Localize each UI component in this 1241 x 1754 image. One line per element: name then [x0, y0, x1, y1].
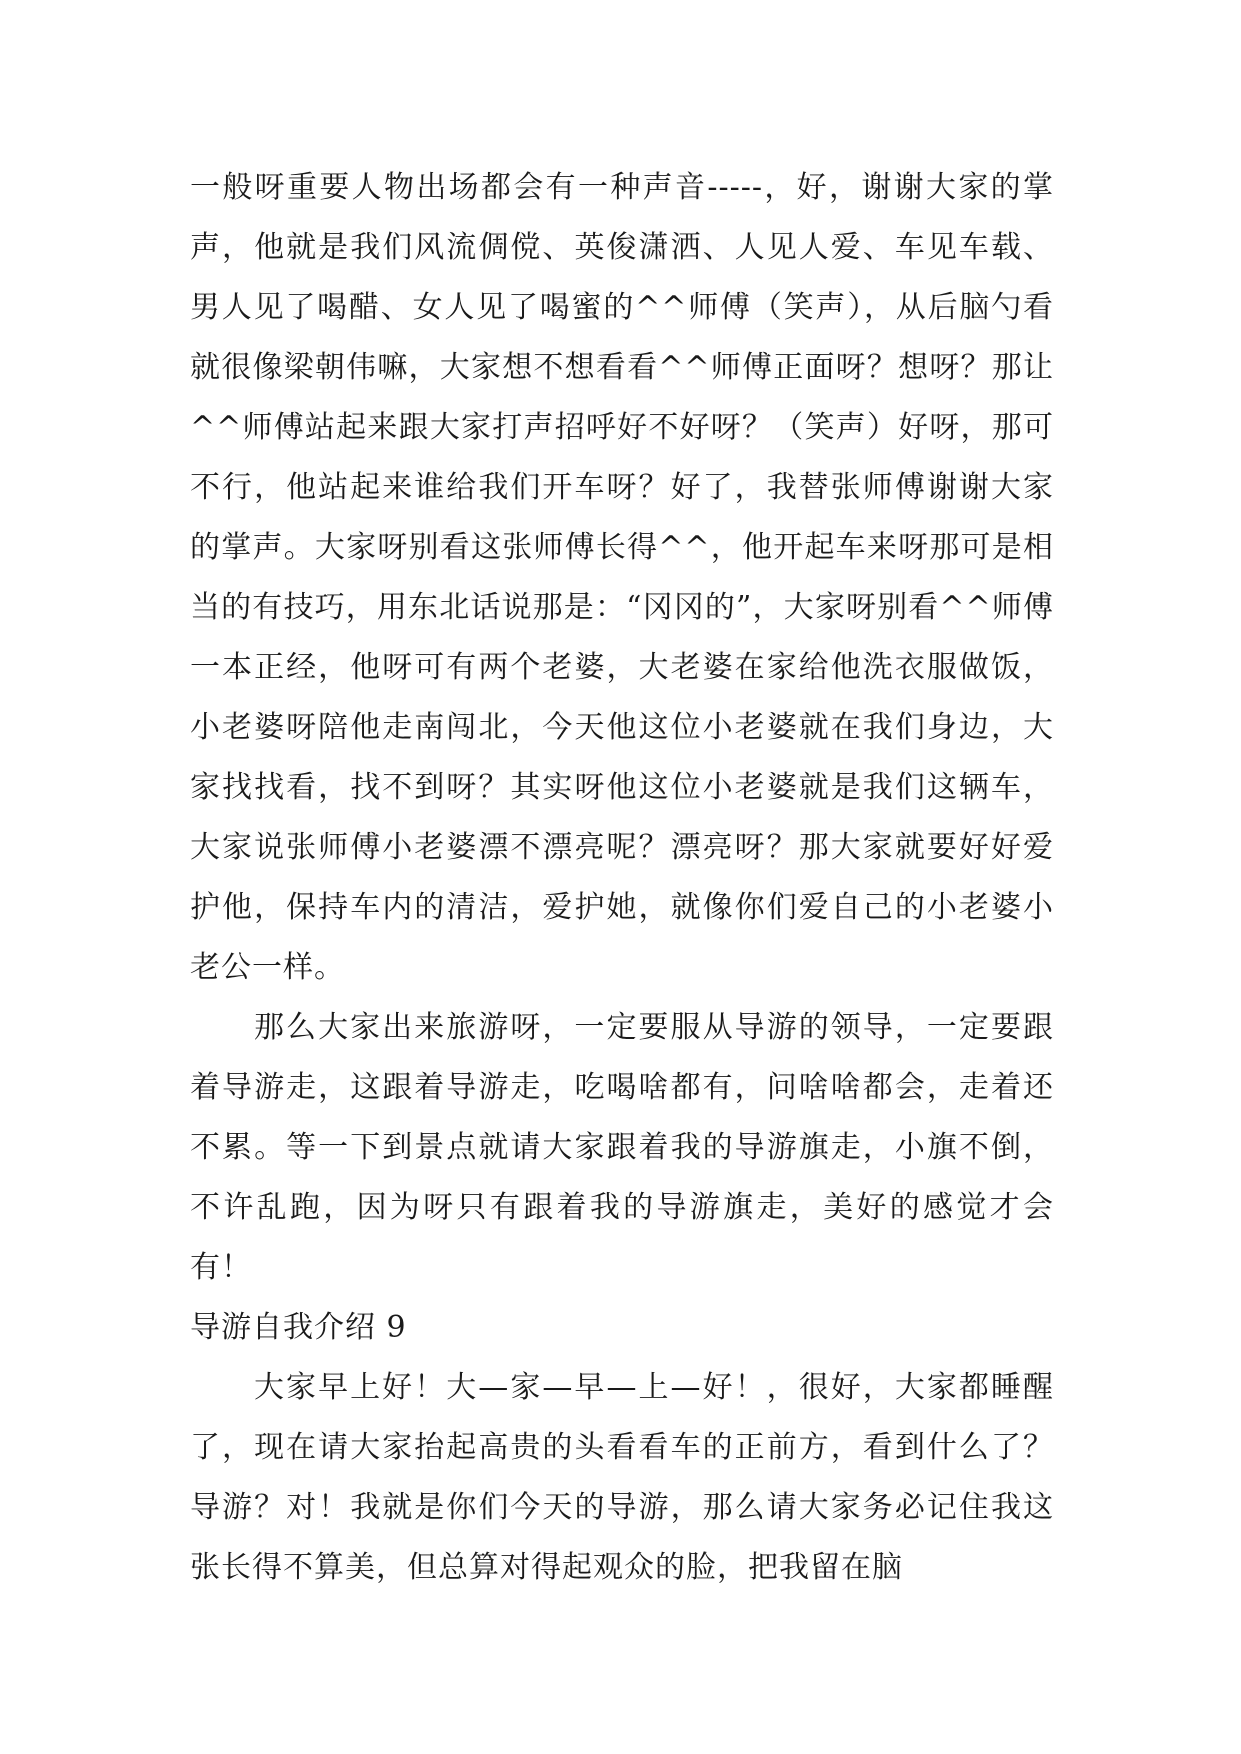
paragraph-2: 那么大家出来旅游呀，一定要服从导游的领导，一定要跟着导游走，这跟着导游走，吃喝啥都有，问啥啥都会，走着还不累。等一下到景点就请大家跟着我的导游旗走，小旗不倒，不许乱跑，因为呀只有跟着我的导游旗走，美好的感觉才会有！	[190, 1010, 1054, 1285]
section-heading: 导游自我介绍 9	[190, 1310, 407, 1345]
document-body	[190, 158, 1054, 1598]
paragraph-1: 一般呀重要人物出场都会有一种声音-----，好，谢谢大家的掌声，他就是我们风流倜傥、英俊潇洒、人见人爱、车见车载、男人见了喝醋、女人见了喝蜜的^^师傅（笑声），从后脑勺看就很像梁朝伟嘛，大家想不想看看^^师傅正面呀？想呀？那让^^师傅站起来跟大家打声招呼好不好呀？（笑声）好呀，那可不行，他站起来谁给我们开车呀？好了，我替张师傅谢谢大家的掌声。大家呀别看这张师傅长得^^，他开起车来呀那可是相当的有技巧，用东北话说那是：“冈冈的”，大家呀别看^^师傅一本正经，他呀可有两个老婆，大老婆在家给他洗衣服做饭，小老婆呀陪他走南闯北，今天他这位小老婆就在我们身边，大家找找看，找不到呀？其实呀他这位小老婆就是我们这辆车，大家说张师傅小老婆漂不漂亮呢？漂亮呀？那大家就要好好爱护他，保持车内的清洁，爱护她，就像你们爱自己的小老婆小老公一样。	[190, 170, 1054, 985]
paragraph-3: 大家早上好！大—家—早—上—好！，很好，大家都睡醒了，现在请大家抬起高贵的头看看车的正前方，看到什么了？导游？对！我就是你们今天的导游，那么请大家务必记住我这张长得不算美，但总算对得起观众的脸，把我留在脑	[190, 1370, 1054, 1585]
